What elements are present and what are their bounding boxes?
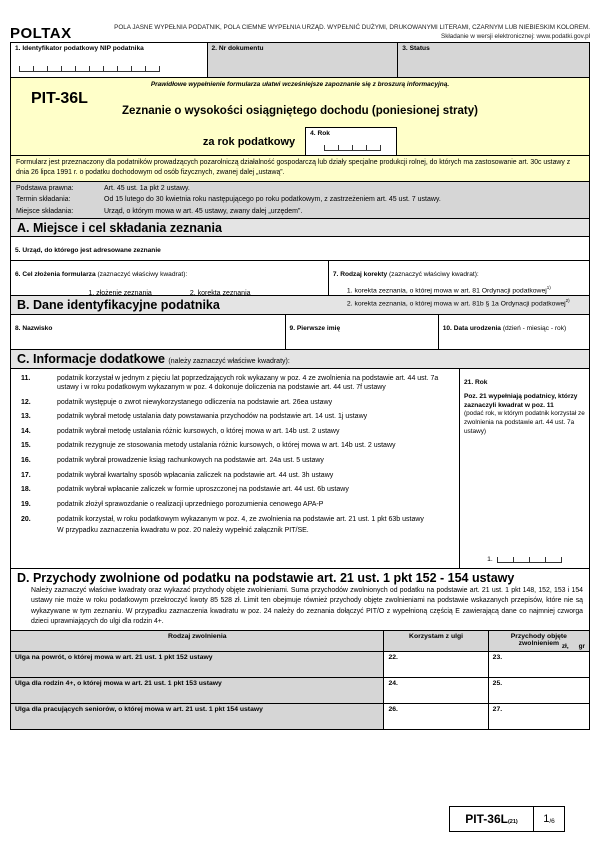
additional-info-list bbox=[11, 369, 459, 569]
table-row-ulga-seniorow bbox=[11, 703, 590, 729]
info-item-14[interactable]: 14. podatnik wybrał metodę ustalania różnic kursowych, o której mowa w art. 14b ust. 2 ustawy bbox=[21, 427, 340, 435]
tax-office-field[interactable] bbox=[10, 236, 590, 261]
section-d-header bbox=[10, 568, 590, 631]
field-25[interactable]: 25. bbox=[488, 677, 589, 703]
filing-place-row bbox=[16, 206, 584, 217]
brochure-hint: Prawidłowe wypełnienie formularza ułatwi wcześniejsze zapoznanie się z broszurą informacyjną. bbox=[150, 80, 450, 88]
surname-field[interactable] bbox=[11, 315, 286, 350]
filing-purpose-label: 6. Cel złożenia formularza (zaznaczyć właściwy kwadrat): bbox=[15, 270, 188, 278]
footer-form-id bbox=[449, 806, 565, 832]
poltax-logo: POLTAX bbox=[10, 25, 72, 42]
col-przychody-objete: Przychody objęte zwolnieniem zł, gr bbox=[488, 630, 589, 651]
filing-purpose-options bbox=[15, 290, 324, 297]
field-26[interactable]: 26. bbox=[384, 703, 488, 729]
tax-year-label: 4. Rok bbox=[310, 130, 330, 137]
year-21-field[interactable] bbox=[459, 369, 589, 569]
nip-field-label: 1. Identyfikator podatkowy NIP podatnika bbox=[15, 45, 144, 52]
info-item-12[interactable]: 12. podatnik występuje o zwrot niewykorzystanego odliczenia na podstawie art. 26ea ustawy bbox=[21, 398, 333, 406]
status-field bbox=[398, 43, 589, 77]
option-zlozenie-zeznania[interactable]: 1. złożenie zeznania bbox=[88, 289, 152, 297]
exemption-name: Ulga na powrót, o której mowa w art. 21 ust. 1 pkt 152 ustawy bbox=[11, 651, 384, 677]
option-korekta-zeznania[interactable]: 2. korekta zeznania bbox=[189, 289, 251, 297]
info-item-11[interactable]: 11. podatnik korzystał w jednym z pięciu lat poprzedzających rok wykazany w poz. 4 ze zwolnienia na podstawie art. 44 ust. 7a ustawy i w roku podatkowym wykazanym w poz. 4 dokonuje doliczenia na podstawie art. 44 ust. 7f ustawy bbox=[21, 374, 439, 391]
filing-deadline-text: Od 15 lutego do 30 kwietnia roku następującego po roku podatkowym, z zastrzeżeniem art. 45 ust. 7 ustawy. bbox=[104, 196, 441, 204]
section-a-header: A. Miejsce i cel składania zeznania bbox=[10, 218, 590, 238]
col-rodzaj-zwolnienia: Rodzaj zwolnienia bbox=[11, 630, 384, 651]
nip-field[interactable] bbox=[11, 43, 208, 77]
form-code: PIT-36L bbox=[31, 89, 88, 107]
info-item-13[interactable]: 13. podatnik wybrał metodę ustalania daty powstawania przychodów na podstawie art. 14 ust. 1j ustawy bbox=[21, 413, 368, 421]
filing-place-text: Urząd, o którym mowa w art. 45 ustawy, zwany dalej „urzędem”. bbox=[104, 207, 303, 215]
table-row-ulga-rodzin-4plus bbox=[11, 677, 590, 703]
footer-form-code: PIT-36L (21) bbox=[450, 807, 534, 831]
currency-units: zł, gr bbox=[561, 642, 585, 650]
tax-year-field[interactable] bbox=[305, 127, 397, 156]
exemptions-table-header-row bbox=[11, 630, 590, 651]
footnote-1-marker: 1) bbox=[546, 284, 551, 290]
tax-year-row bbox=[11, 127, 589, 157]
year-21-input-ruler[interactable] bbox=[497, 557, 562, 563]
field-23[interactable]: 23. bbox=[488, 651, 589, 677]
section-c-body bbox=[10, 368, 590, 570]
exemption-name: Ulga dla rodzin 4+, o której mowa w art. 21 ust. 1 pkt 153 ustawy bbox=[11, 677, 384, 703]
year-21-input-prefix: 1. bbox=[487, 555, 493, 563]
option-korekta-art81[interactable]: 1. korekta zeznania, o której mowa w art. 81 Ordynacji podatkowej$^{1)}$ bbox=[346, 284, 551, 294]
birth-date-field[interactable] bbox=[439, 315, 589, 350]
identity-fields-row bbox=[10, 314, 590, 351]
info-item-20[interactable]: 20. podatnik korzystał, w roku podatkowym wykazanym w poz. 4, ze zwolnienia na podstawie art. 21 ust. 1 pkt 63b ustawy W przypadku zaznaczenia kwadratu w poz. 20 należy wypełnić załącznik PIT/SE. bbox=[21, 515, 424, 534]
info-item-18[interactable]: 18. podatnik wybrał wpłacanie zaliczek w formie uproszczonej na podstawie art. 44 ust. 6b ustawy bbox=[21, 486, 349, 494]
filing-place-label: Miejsce składania: bbox=[16, 207, 74, 215]
field-24[interactable]: 24. bbox=[384, 677, 488, 703]
legal-basis-block bbox=[10, 180, 590, 219]
identification-row bbox=[10, 42, 590, 78]
field-27[interactable]: 27. bbox=[488, 703, 589, 729]
correction-type-field bbox=[329, 261, 589, 308]
exemptions-table bbox=[10, 630, 590, 730]
form-version: (21) bbox=[507, 819, 518, 825]
exemption-name: Ulga dla pracujących seniorów, o której mowa w art. 21 ust. 1 pkt 154 ustawy bbox=[11, 703, 384, 729]
page-indicator: 1 /6 bbox=[543, 813, 555, 825]
tax-office-label: 5. Urząd, do którego jest adresowane zeznanie bbox=[15, 247, 161, 254]
section-c-header: C. Informacje dodatkowe (należy zaznaczyć właściwe kwadraty): bbox=[10, 349, 590, 369]
section-d-title: D. Przychody zwolnione od podatku na podstawie art. 21 ust. 1 pkt 152 - 154 ustawy bbox=[17, 571, 515, 585]
birth-date-label: 10. Data urodzenia (dzień - miesiąc - rok) bbox=[442, 324, 567, 332]
correction-type-label: 7. Rodzaj korekty (zaznaczyć właściwy kwadrat): bbox=[332, 270, 479, 278]
field-22[interactable]: 22. bbox=[384, 651, 488, 677]
first-name-label: 9. Pierwsze imię bbox=[289, 324, 341, 332]
year-21-instruction-bold: Poz. 21 wypełniają podatnicy, którzy zaznaczyli kwadrat w poz. 11 bbox=[464, 392, 578, 409]
year-21-input-row[interactable] bbox=[460, 556, 589, 563]
fill-instructions bbox=[114, 23, 590, 43]
tax-year-input-ruler[interactable] bbox=[324, 145, 381, 151]
fill-instruction-line1: POLA JASNE WYPEŁNIA PODATNIK, POLA CIEMNE WYPEŁNIA URZĄD. WYPEŁNIĆ DUŻYMI, DRUKOWANYMI LITERAMI, CZARNYM LUB NIEBIESKIM KOLOREM. bbox=[114, 23, 590, 31]
pit-se-note: W przypadku zaznaczenia kwadratu w poz. 20 należy wypełnić załącznik PIT/SE. bbox=[57, 527, 309, 534]
legal-basis-label: Podstawa prawna: bbox=[16, 185, 74, 192]
table-row-ulga-na-powrot bbox=[11, 651, 590, 677]
document-number-field bbox=[208, 43, 399, 77]
info-item-19[interactable]: 19. podatnik złożył sprawozdanie o realizacji uprzedniego porozumienia cenowego APA-P bbox=[21, 500, 324, 508]
form-title: Zeznanie o wysokości osiągniętego dochodu (poniesionej straty) bbox=[122, 104, 478, 117]
filing-deadline-row bbox=[16, 194, 584, 205]
first-name-field[interactable] bbox=[286, 315, 439, 350]
legal-basis-text: Art. 45 ust. 1a pkt 2 ustawy. bbox=[104, 185, 190, 192]
option-korekta-art81b[interactable]: 2. korekta zeznania, o której mowa w art. 81b § 1a Ordynacji podatkowej$^{2)}$ bbox=[346, 297, 570, 308]
tax-year-caption: za rok podatkowy bbox=[202, 135, 296, 148]
filing-deadline-label: Termin składania: bbox=[16, 196, 71, 204]
year-21-label: 21. Rok bbox=[464, 378, 488, 386]
surname-label: 8. Nazwisko bbox=[15, 324, 53, 332]
col-korzystam-z-ulgi: Korzystam z ulgi bbox=[384, 630, 488, 651]
filing-purpose-field bbox=[11, 261, 329, 296]
efiling-note: Składanie w wersji elektronicznej: www.podatki.gov.pl bbox=[441, 33, 590, 41]
status-label: 3. Status bbox=[402, 45, 430, 52]
footnote-2-marker: 2) bbox=[565, 297, 570, 303]
year-21-instruction-normal: (podać rok, w którym podatnik korzystał ze zwolnienia na podstawie art. 44 ust. 7a ustawy) bbox=[464, 409, 585, 435]
nip-input-ruler[interactable] bbox=[19, 66, 160, 72]
info-item-15[interactable]: 15. podatnik rezygnuje ze stosowania metody ustalania różnic kursowych, o której mowa w art. 14b ust. 2 ustawy bbox=[21, 442, 396, 450]
section-b-header: B. Dane identyfikacyjne podatnika bbox=[10, 295, 590, 315]
document-number-label: 2. Nr dokumentu bbox=[211, 45, 264, 52]
legal-basis-row bbox=[16, 183, 584, 194]
info-item-16[interactable]: 16. podatnik wybrał prowadzenie ksiąg rachunkowych na podstawie art. 24a ust. 5 ustawy bbox=[21, 457, 324, 465]
section-d-description: Należy zaznaczyć właściwe kwadraty oraz wykazać przychody objęte zwolnieniami. Suma przychodów zwolnionych od podatku na podstawie art. 21 ust. 1 pkt 148, 152, 153 i 154 ustawy nie może w roku podatkowym przekroczyć kwoty 85 528 zł. Limit ten obejmuje również przychody objęte zwolnieniami na podstawie wskazanych przepisów, które nie są wykazywane w tym zeznaniu. W przypadku zaznaczenia kwadratu w poz. 24 należy do zeznania dołączyć PIT/O z wypełnioną częścią E zawierającą dane co najmniej czworga dzieci uprawniających do ulgi dla rodzin 4+. bbox=[31, 587, 583, 626]
title-block bbox=[10, 77, 590, 182]
info-item-17[interactable]: 17. podatnik wybrał kwartalny sposób wpłacania zaliczek na podstawie art. 44 ust. 3h ustawy bbox=[21, 471, 334, 479]
top-header bbox=[10, 14, 590, 42]
form-description: Formularz jest przeznaczony dla podatników prowadzących pozarolniczą działalność gospodarczą lub działy specjalne produkcji rolnej, do których ma zastosowanie art. 30c ustawy z dnia 26 lipca 1991 r. o podatku dochodowym od osób fizycznych, zwanej dalej „ustawą”. bbox=[11, 155, 589, 181]
